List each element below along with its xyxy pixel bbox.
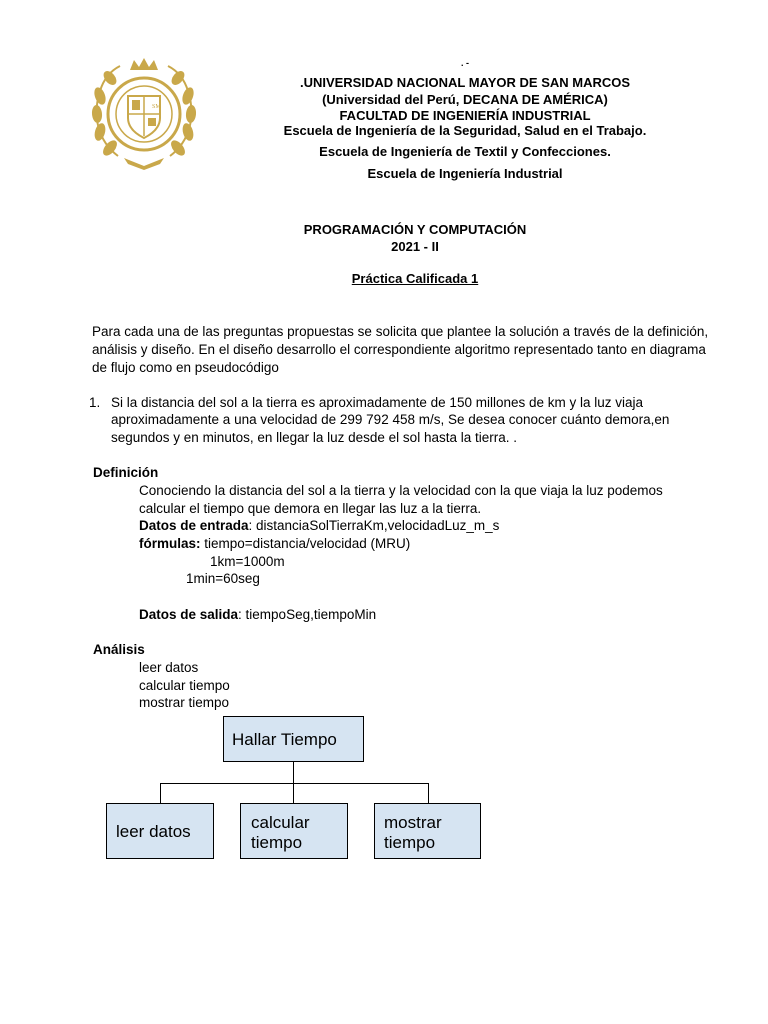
practice-title: Práctica Calificada 1 [351,271,479,286]
school-2: Escuela de Ingeniería de Textil y Confecciones. [319,144,611,159]
header-dots: . - [461,58,469,68]
definition-line-1: Conociendo la distancia del sol a la tierra y la velocidad con la que viaja la luz podemos [139,483,663,498]
output-data-label: Datos de salida [139,607,239,622]
analysis-step-2: calcular tiempo [139,678,230,693]
connector-child-1 [160,783,161,803]
school-1: Escuela de Ingeniería de la Seguridad, Salud en el Trabajo. [283,123,647,138]
output-data-value: : tiempoSeg,tiempoMin [238,607,377,622]
course-term: 2021 - II [391,239,439,254]
faculty-name: FACULTAD DE INGENIERÍA INDUSTRIAL [339,108,591,123]
diagram-child-2-line-1: calcular [251,813,310,832]
diagram-child-3-line-2: tiempo [384,833,436,852]
school-3: Escuela de Ingeniería Industrial [367,166,563,181]
diagram-child-1-box [106,803,214,859]
formulas-label: fórmulas: [139,536,201,551]
connector-root-down [293,762,294,783]
formulas-value: tiempo=distancia/velocidad (MRU) [200,536,411,551]
analysis-title: Análisis [93,642,145,657]
intro-line-3: de flujo como en pseudocódigo [92,360,279,375]
diagram-child-3-line-1: mostrar [384,813,442,832]
intro-line-2: análisis y diseño. En el diseño desarrollo el correspondiente algoritmo representado tanto en diagrama [92,342,706,357]
university-subtitle: (Universidad del Perú, DECANA DE AMÉRICA) [322,92,608,107]
intro-line-1: Para cada una de las preguntas propuestas se solicita que plantee la solución a través de la definición, [92,324,709,339]
university-name: .UNIVERSIDAD NACIONAL MAYOR DE SAN MARCOS [299,75,631,90]
input-data-row [139,517,499,535]
input-data-label: Datos de entrada [139,518,249,533]
analysis-step-3: mostrar tiempo [139,695,230,710]
definition-title: Definición [93,465,159,480]
definition-line-2: calcular el tiempo que demora en llegar las luz a la tierra. [139,501,482,516]
question-line-1: Si la distancia del sol a la tierra es aproximadamente de 150 millones de km y la luz viaja [111,395,644,410]
university-seal-image [88,56,200,170]
question-line-2: aproximadamente a una velocidad de 299 792 458 m/s, Se desea conocer cuánto demora,en [111,412,670,427]
diagram-child-3-box [374,803,481,859]
diagram-child-2-box [240,803,348,859]
course-name: PROGRAMACIÓN Y COMPUTACIÓN [303,222,527,237]
question-number: 1. [89,395,101,410]
formulas-row [139,535,410,553]
connector-child-3 [428,783,429,803]
connector-child-2 [293,783,294,803]
diagram-root-label: Hallar Tiempo [232,730,337,749]
formula-3: 1min=60seg [186,571,260,586]
output-data-row [139,606,376,624]
analysis-step-1: leer datos [139,660,199,675]
svg-text:SM: SM [152,104,161,110]
diagram-child-1-label: leer datos [116,822,191,841]
connector-horizontal [160,783,429,784]
question-line-3: segundos y en minutos, en llegar la luz desde el sol hasta la tierra. . [111,430,517,445]
formula-2: 1km=1000m [210,554,285,569]
input-data-value: : distanciaSolTierraKm,velocidadLuz_m_s [248,518,500,533]
diagram-child-2-line-2: tiempo [251,833,303,852]
diagram-root-box [223,716,364,762]
